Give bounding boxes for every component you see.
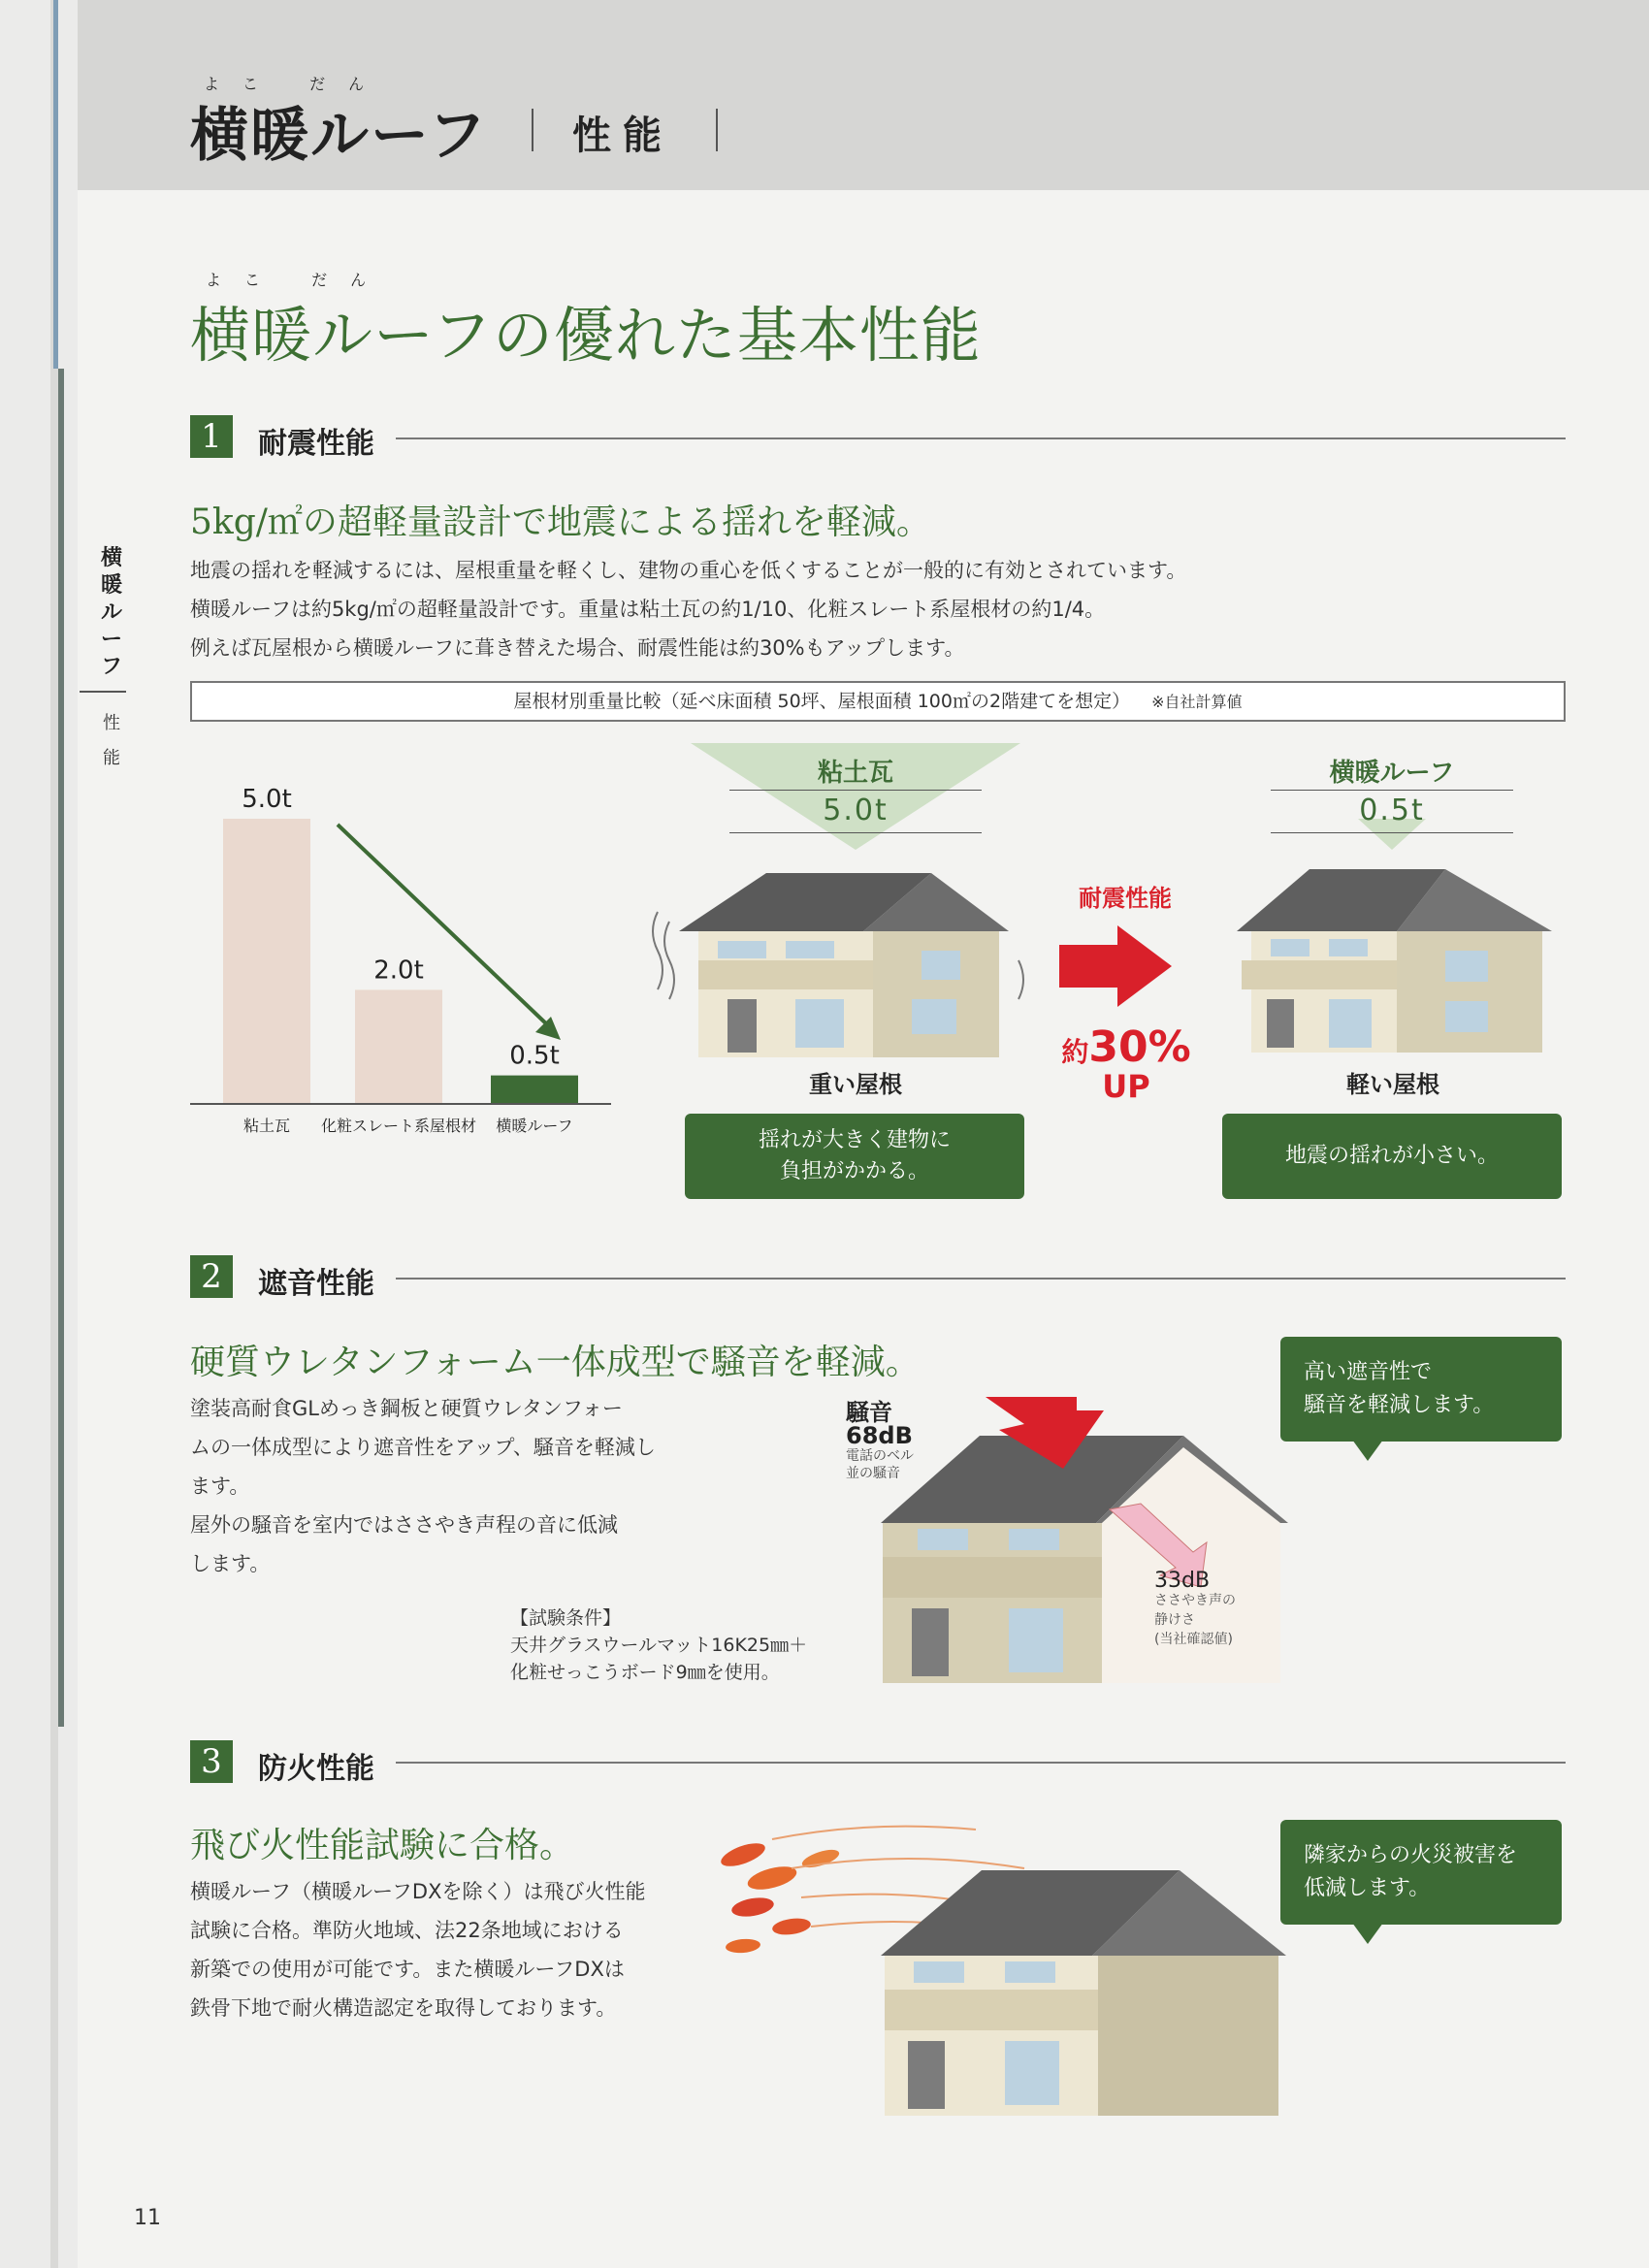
right-arrow-icon [1059, 925, 1176, 1007]
section-1-body-line: 例えば瓦屋根から横暖ルーフに葺き替えた場合、耐震性能は約30%もアップします。 [190, 636, 965, 660]
yokodan-weight: 0.5t [1359, 794, 1425, 827]
side-tab-title: 横暖ルーフ [100, 546, 122, 679]
side-tab-rule [80, 691, 126, 693]
chart-category-label: 粘土瓦 [242, 1117, 291, 1135]
section-2-body [190, 1389, 656, 1583]
section-3-headline: 飛び火性能試験に合格。 [190, 1826, 575, 1865]
test-conditions-line: 天井グラスウールマット16K25㎜＋ [510, 1635, 808, 1656]
main-title: 横暖ルーフの優れた基本性能 [190, 300, 982, 371]
chart-category-label: 化粧スレート系屋根材 [320, 1117, 477, 1135]
light-roof-box: 地震の揺れが小さい。 [1222, 1114, 1562, 1199]
comparison-note: ※自社計算値 [1151, 693, 1243, 711]
comparison-title-box [190, 681, 1566, 722]
section-2-body-line: ます。 [190, 1474, 250, 1498]
page-number: 11 [134, 2206, 161, 2230]
comparison-title-row [192, 683, 1564, 721]
section-1-body-line: 横暖ルーフは約5kg/㎡の超軽量設計です。重量は粘土瓦の約1/10、化粧スレート系屋根材の約1/4。 [190, 598, 1106, 621]
light-roof-caption: 軽い屋根 [1346, 1071, 1439, 1098]
section-1-label: 耐震性能 [258, 427, 374, 461]
section-3-rule [396, 1762, 1566, 1764]
quiet-note: 静けさ [1154, 1612, 1195, 1628]
section-3-body-line: 横暖ルーフ（横暖ルーフDXを除く）は飛び火性能 [190, 1880, 646, 1903]
test-conditions-line: 化粧せっこうボード9㎜を使用。 [510, 1662, 780, 1683]
improvement-prefix: 約 [1061, 1036, 1089, 1068]
chart-value-label: 0.5t [509, 1041, 560, 1071]
weight-bar-chart [184, 766, 621, 1145]
clay-tile-weight: 5.0t [823, 794, 889, 827]
section-2-body-line: 屋外の騒音を室内ではささやき声程の音に低減 [190, 1513, 618, 1537]
chart-trend-arrowhead [535, 1017, 561, 1040]
noise-note: 並の騒音 [846, 1466, 900, 1481]
section-2-number: 2 [190, 1255, 233, 1298]
fire-bubble-tail [1352, 1923, 1383, 1944]
section-3-body-line: 試験に合格。準防火地域、法22条地域における [190, 1919, 624, 1942]
improvement-value: 30% [1088, 1022, 1191, 1072]
yokodan-banner [1261, 743, 1523, 850]
header-divider-right [716, 109, 718, 151]
side-tab-sub: 性能 [103, 713, 120, 768]
section-2-label: 遮音性能 [258, 1267, 374, 1301]
chart-value-label: 2.0t [373, 956, 424, 986]
section-3-body [190, 1872, 645, 2027]
comparison-title: 屋根材別重量比較（延べ床面積 50坪、屋根面積 100㎡の2階建てを想定） [513, 691, 1131, 712]
fire-house-illustration [714, 1820, 1300, 2121]
quiet-note: (当社確認値) [1154, 1632, 1233, 1647]
header-divider-left [532, 109, 534, 151]
header-ruby: よこ だん [204, 75, 388, 93]
section-1-headline: 5kg/㎡の超軽量設計で地震による揺れを軽減。 [190, 502, 931, 542]
noise-label: 騒音 [846, 1399, 892, 1426]
heavy-roof-box: 揺れが大きく建物に 負担がかかる。 [685, 1114, 1024, 1199]
soundproof-bubble-tail [1352, 1440, 1383, 1461]
section-2-body-line: します。 [190, 1552, 271, 1575]
section-2-headline: 硬質ウレタンフォーム一体成型で騒音を軽減。 [190, 1343, 921, 1382]
page-binding-edge [0, 0, 78, 2268]
chart-bar [355, 989, 442, 1104]
test-conditions [510, 1604, 807, 1686]
section-1-body [190, 551, 1186, 667]
section-1-body-line: 地震の揺れを軽減するには、屋根重量を軽くし、建物の重心を低くすることが一般的に有効とされています。 [190, 559, 1187, 582]
section-2-rule [396, 1278, 1566, 1280]
improvement-up: UP [1102, 1068, 1150, 1105]
chart-bar [491, 1076, 578, 1104]
clay-tile-title: 粘土瓦 [817, 759, 893, 788]
section-2-body-line: 塗装高耐食GLめっき鋼板と硬質ウレタンフォー [190, 1397, 623, 1420]
main-title-ruby: よこ だん [206, 271, 390, 289]
section-3-label: 防火性能 [258, 1752, 374, 1786]
soundproof-bubble: 高い遮音性で 騒音を軽減します。 [1280, 1337, 1562, 1442]
header-title: 横暖ルーフ [190, 102, 488, 170]
test-conditions-title: 【試験条件】 [510, 1607, 622, 1629]
chart-category-label: 横暖ルーフ [496, 1117, 573, 1135]
section-3-number: 3 [190, 1740, 233, 1783]
section-3-body-line: 新築での使用が可能です。また横暖ルーフDXは [190, 1958, 625, 1981]
heavy-roof-caption: 重い屋根 [809, 1071, 902, 1098]
noise-house-illustration [873, 1397, 1300, 1688]
improvement-block [1044, 1022, 1209, 1105]
chart-bar [223, 819, 310, 1104]
section-3-body-line: 鉄骨下地で耐火構造認定を取得しております。 [190, 1996, 617, 2020]
quiet-label-block [1154, 1571, 1236, 1649]
header-subtitle: 性能 [572, 113, 673, 158]
chart-value-label: 5.0t [242, 785, 292, 814]
heavy-roof-house-illustration [640, 854, 1048, 1067]
quiet-value: 33dB [1154, 1569, 1211, 1593]
quiet-note: ささやき声の [1154, 1593, 1236, 1608]
section-1-rule [396, 437, 1566, 439]
clay-tile-banner [691, 743, 1020, 850]
seismic-arrow-label: 耐震性能 [1079, 885, 1172, 912]
light-roof-house-illustration [1232, 863, 1562, 1062]
noise-value: 68dB [846, 1422, 913, 1449]
section-1-number: 1 [190, 415, 233, 458]
noise-note: 電話のベル [846, 1448, 914, 1464]
section-2-body-line: ムの一体成型により遮音性をアップ、騒音を軽減し [190, 1436, 656, 1459]
yokodan-title: 横暖ルーフ [1329, 759, 1455, 788]
fire-bubble: 隣家からの火災被害を 低減します。 [1280, 1820, 1562, 1925]
